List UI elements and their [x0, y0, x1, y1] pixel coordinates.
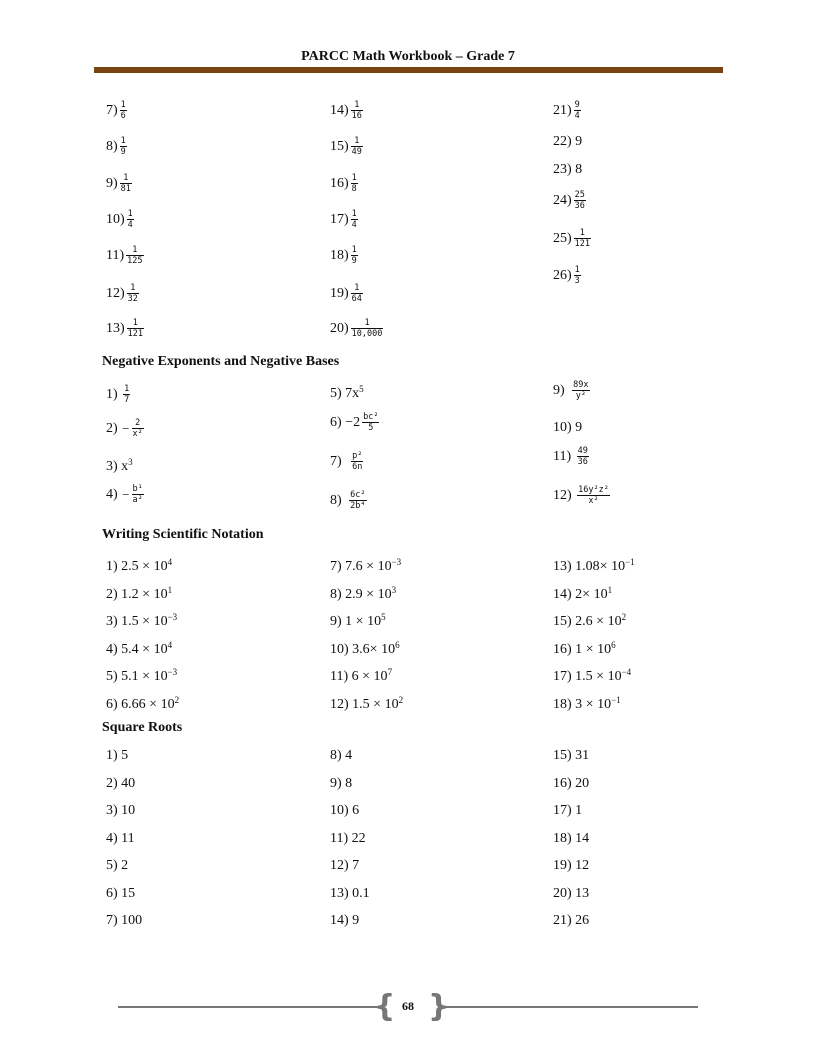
answer-item: 14) $\frac{1}{16}$	[330, 100, 362, 121]
answer-item: 9) $\frac{89x}{\text{y²}}$	[553, 380, 589, 401]
fraction: $\frac{25}{36}$	[574, 190, 585, 211]
answer-item: 18) $3 \times 10^{-1}$	[553, 694, 621, 712]
answer-item: 26) $\frac{1}{3}$	[553, 265, 580, 286]
answer-item: 13) $1.08\times 10^{-1}$	[553, 557, 635, 575]
answer-item: 3) $1.5 \times 10^{-3}$	[106, 612, 178, 630]
answer-item: 21) 26	[553, 913, 590, 928]
fraction: $\frac{1}{121}$	[127, 318, 144, 339]
fraction: $\frac{1}{81}$	[120, 173, 131, 194]
answer-item: 19) 12	[553, 858, 590, 873]
answer-item: 1) $\frac{1}{7}$	[106, 384, 130, 405]
answer-item: 14) 9	[330, 913, 360, 928]
answer-item: 5) $7x^5$	[330, 384, 364, 402]
answer-item: 3) 10	[106, 803, 136, 818]
answer-item: 4) 11	[106, 830, 135, 846]
answer-item: 10) 6	[330, 803, 360, 818]
answer-item: 17) 1	[553, 803, 583, 818]
answer-item: 8) 4	[330, 748, 353, 763]
answer-item: 10) 9	[553, 420, 583, 435]
fraction: $\frac{1}{4}$	[351, 209, 357, 230]
answer-item: 8) $\frac{\text{6c²}}{\text{2b⁴}}$	[330, 490, 366, 511]
answer-item: 2) − $\frac{2}{\text{x²}}$	[106, 418, 143, 439]
answer-item: 12) $1.5 \times 10^2$	[330, 694, 404, 712]
fraction: $\frac{1}{16}$	[351, 100, 362, 121]
answer-item: 5) $5.1 \times 10^{-3}$	[106, 667, 178, 685]
answer-item: 9) 8	[330, 775, 353, 791]
answer-item: 16) $\frac{1}{8}$	[330, 173, 357, 194]
answer-item: 7) $\frac{1}{6}$	[106, 100, 126, 121]
answer-item: 22) 9	[553, 134, 583, 149]
answer-item: 6) $6.66 \times 10^2$	[106, 694, 180, 712]
footer-bracket-right: }	[428, 989, 450, 1024]
answer-item: 24) $\frac{25}{36}$	[553, 190, 585, 211]
fraction: $\frac{1}{9}$	[120, 136, 126, 157]
answer-item: 10) $3.6\times 10^6$	[330, 639, 400, 657]
fraction: $\frac{1}{49}$	[351, 136, 362, 157]
fraction: $\frac{9}{4}$	[574, 100, 580, 121]
answer-item: 6) −2 $\frac{\text{bc²}}{5}$	[330, 412, 379, 433]
answer-item: 2) 40	[106, 775, 136, 791]
fraction: $\frac{1}{64}$	[351, 283, 362, 304]
page-number: 68	[402, 999, 414, 1013]
answer-item: 9) $1 \times 10^5$	[330, 612, 386, 630]
answer-item: 21) $\frac{9}{4}$	[553, 100, 580, 121]
fraction: $\frac{1}{10,000}$	[351, 318, 383, 339]
answer-item: 20) 13	[553, 885, 590, 901]
footer-rule-left	[118, 1006, 380, 1008]
fraction: $\frac{1}{32}$	[127, 283, 138, 304]
fraction: $\frac{1}{3}$	[574, 265, 580, 286]
answer-item: 11) $\frac{1}{125}$	[106, 245, 143, 266]
footer-rule-right	[438, 1006, 698, 1008]
answer-item: 18) 14	[553, 830, 590, 846]
header-rule	[94, 67, 723, 73]
fraction: $\frac{1}{6}$	[120, 100, 126, 121]
section-heading-scientific-notation: Writing Scientific Notation	[102, 527, 264, 542]
answer-item: 2) $1.2 \times 10^1$	[106, 584, 173, 602]
answer-item: 17) $\frac{1}{4}$	[330, 209, 357, 230]
answer-item: 4) − $\frac{\text{b¹}}{\text{a²}}$	[106, 484, 143, 505]
section-heading-square-roots: Square Roots	[102, 720, 183, 735]
answer-item: 8) $2.9 \times 10^3$	[330, 584, 397, 602]
answer-item: 13) $\frac{1}{121}$	[106, 318, 144, 339]
answer-item: 16) 20	[553, 775, 590, 791]
answer-item: 12) $\frac{1}{32}$	[106, 283, 138, 304]
answer-item: 12) 7	[330, 858, 360, 873]
answer-item: 12) $\frac{\text{16y²z²}}{\text{x²}}$	[553, 485, 609, 506]
answer-item: 13) 0.1	[330, 885, 370, 901]
fraction: $\frac{1}{9}$	[351, 245, 357, 266]
fraction: $\frac{1}{121}$	[574, 228, 591, 249]
answer-item: 9) $\frac{1}{81}$	[106, 173, 131, 194]
answer-item: 14) $2\times 10^1$	[553, 584, 613, 602]
answer-item: 19) $\frac{1}{64}$	[330, 283, 362, 304]
answer-item: 6) 15	[106, 885, 136, 901]
fraction: $\frac{1}{125}$	[127, 245, 143, 266]
answer-item: 5) 2	[106, 858, 129, 873]
section-heading-negative-exponents: Negative Exponents and Negative Bases	[102, 354, 340, 369]
answer-item: 17) $1.5 \times 10^{-4}$	[553, 667, 632, 685]
answer-item: 7) 100	[106, 913, 143, 928]
answer-item: 20) $\frac{1}{10,000}$	[330, 318, 383, 339]
answer-item: 15) $2.6 \times 10^2$	[553, 612, 627, 630]
fraction: $\frac{1}{8}$	[351, 173, 357, 194]
answer-item: 11) $\frac{49}{36}$	[553, 446, 588, 467]
footer-bracket-left: {	[374, 989, 396, 1024]
answer-item: 8) $\frac{1}{9}$	[106, 136, 126, 157]
answer-item: 15) $\frac{1}{49}$	[330, 136, 362, 157]
answer-item: 11) $6 \times 10^7$	[330, 667, 393, 685]
answer-item: 11) 22	[330, 830, 366, 846]
answer-item: 3) $x^3$	[106, 457, 133, 475]
answer-item: 15) 31	[553, 748, 590, 763]
answer-item: 16) $1 \times 10^6$	[553, 639, 616, 657]
answer-item: 18) $\frac{1}{9}$	[330, 245, 357, 266]
answer-item: 7) $\frac{\text{p²}}{6n}$	[330, 451, 363, 472]
answer-item: 4) $5.4 \times 10^4$	[106, 639, 173, 657]
answer-item: 23) 8	[553, 162, 583, 177]
fraction: $\frac{1}{4}$	[127, 209, 133, 230]
answer-item: 1) 5	[106, 748, 129, 763]
answer-item: 7) $7.6 \times 10^{-3}$	[330, 557, 402, 575]
answer-item: 25) $\frac{1}{121}$	[553, 228, 591, 249]
page-header-title: PARCC Math Workbook – Grade 7	[301, 49, 515, 64]
answer-item: 10) $\frac{1}{4}$	[106, 209, 133, 230]
answer-item: 1) $2.5 \times 10^4$	[106, 557, 173, 575]
